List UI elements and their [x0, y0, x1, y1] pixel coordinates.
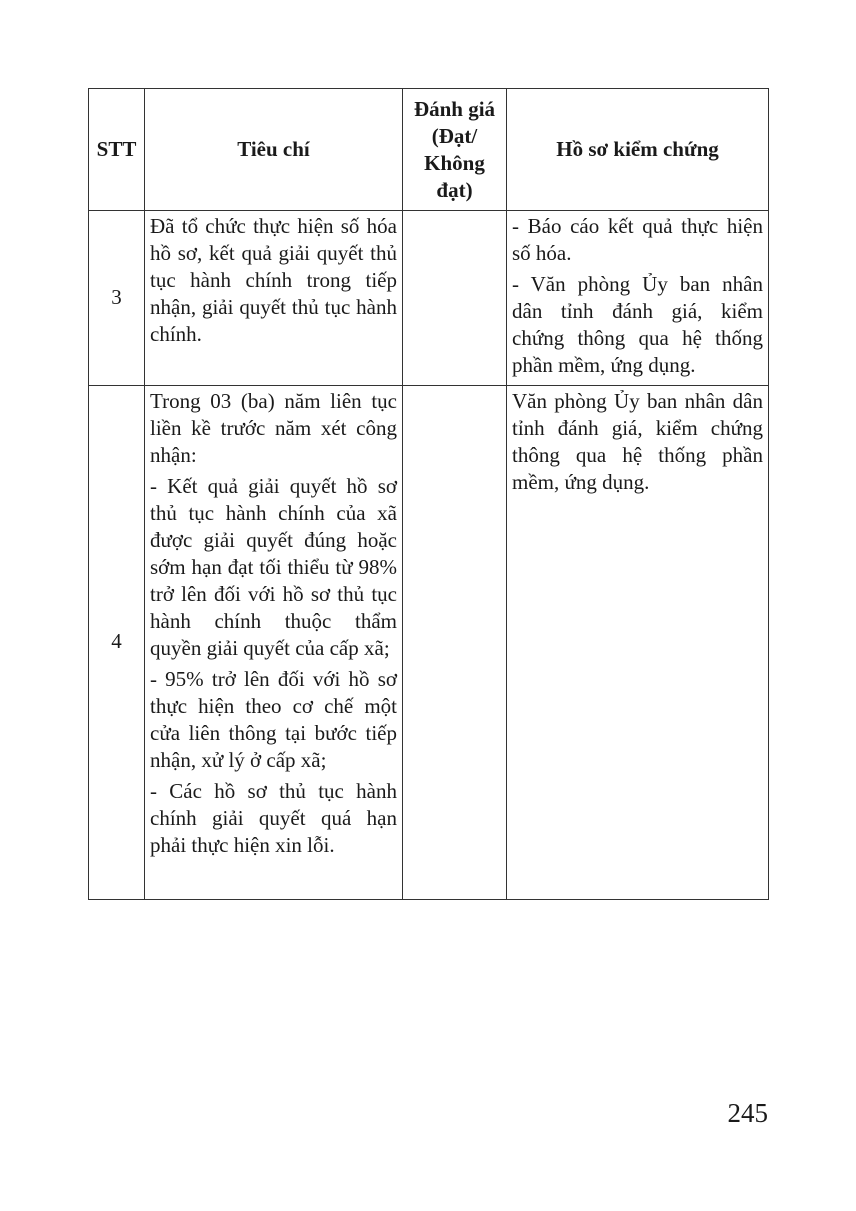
table-header-row: [89, 89, 769, 211]
criteria-paragraph: - Kết quả giải quyết hồ sơ thủ tục hành chính của xã được giải quyết đúng hoặc sớm hạn đạt tối thiểu từ 98% trở lên đối với hồ sơ thủ tục hành chính thuộc thẩm quyền giải quyết của cấp xã;: [150, 474, 397, 660]
row-evaluation: [403, 386, 507, 900]
row-evaluation: [403, 211, 507, 386]
evidence-paragraph: Văn phòng Ủy ban nhân dân tỉnh đánh giá, kiểm chứng thông qua hệ thống phần mềm, ứng dụng.: [512, 389, 763, 494]
evidence-paragraph: - Văn phòng Ủy ban nhân dân tỉnh đánh giá, kiểm chứng thông qua hệ thống phần mềm, ứng dụng.: [512, 272, 763, 377]
page-number: 245: [727, 1098, 768, 1128]
header-evaluation-line: (Đạt/: [431, 123, 478, 148]
criteria-paragraph: - 95% trở lên đối với hồ sơ thực hiện theo cơ chế một cửa liên thông tại bước tiếp nhận, xử lý ở cấp xã;: [150, 667, 397, 772]
criteria-table: [88, 88, 769, 900]
criteria-paragraph: - Các hồ sơ thủ tục hành chính giải quyết quá hạn phải thực hiện xin lỗi.: [150, 779, 397, 857]
row-criteria: [145, 386, 403, 900]
row-evidence: [507, 211, 769, 386]
header-evidence: Hồ sơ kiểm chứng: [507, 89, 769, 211]
criteria-paragraph: Trong 03 (ba) năm liên tục liền kề trước năm xét công nhận:: [150, 389, 397, 467]
row-evidence: [507, 386, 769, 900]
header-criteria: Tiêu chí: [145, 89, 403, 211]
header-evaluation: [403, 89, 507, 211]
row-criteria: [145, 211, 403, 386]
row-stt: 3: [89, 211, 145, 386]
header-stt: STT: [89, 89, 145, 211]
row-stt: 4: [89, 386, 145, 900]
evidence-paragraph: - Báo cáo kết quả thực hiện số hóa.: [512, 214, 763, 265]
table-row: [89, 211, 769, 386]
header-evaluation-line: Đánh giá: [413, 96, 496, 121]
criteria-paragraph: Đã tổ chức thực hiện số hóa hồ sơ, kết quả giải quyết thủ tục hành chính trong tiếp nhận, giải quyết thủ tục hành chính.: [150, 214, 397, 346]
header-evaluation-line: đạt): [436, 177, 473, 202]
table-row: [89, 386, 769, 900]
header-evaluation-line: Không: [424, 150, 485, 175]
